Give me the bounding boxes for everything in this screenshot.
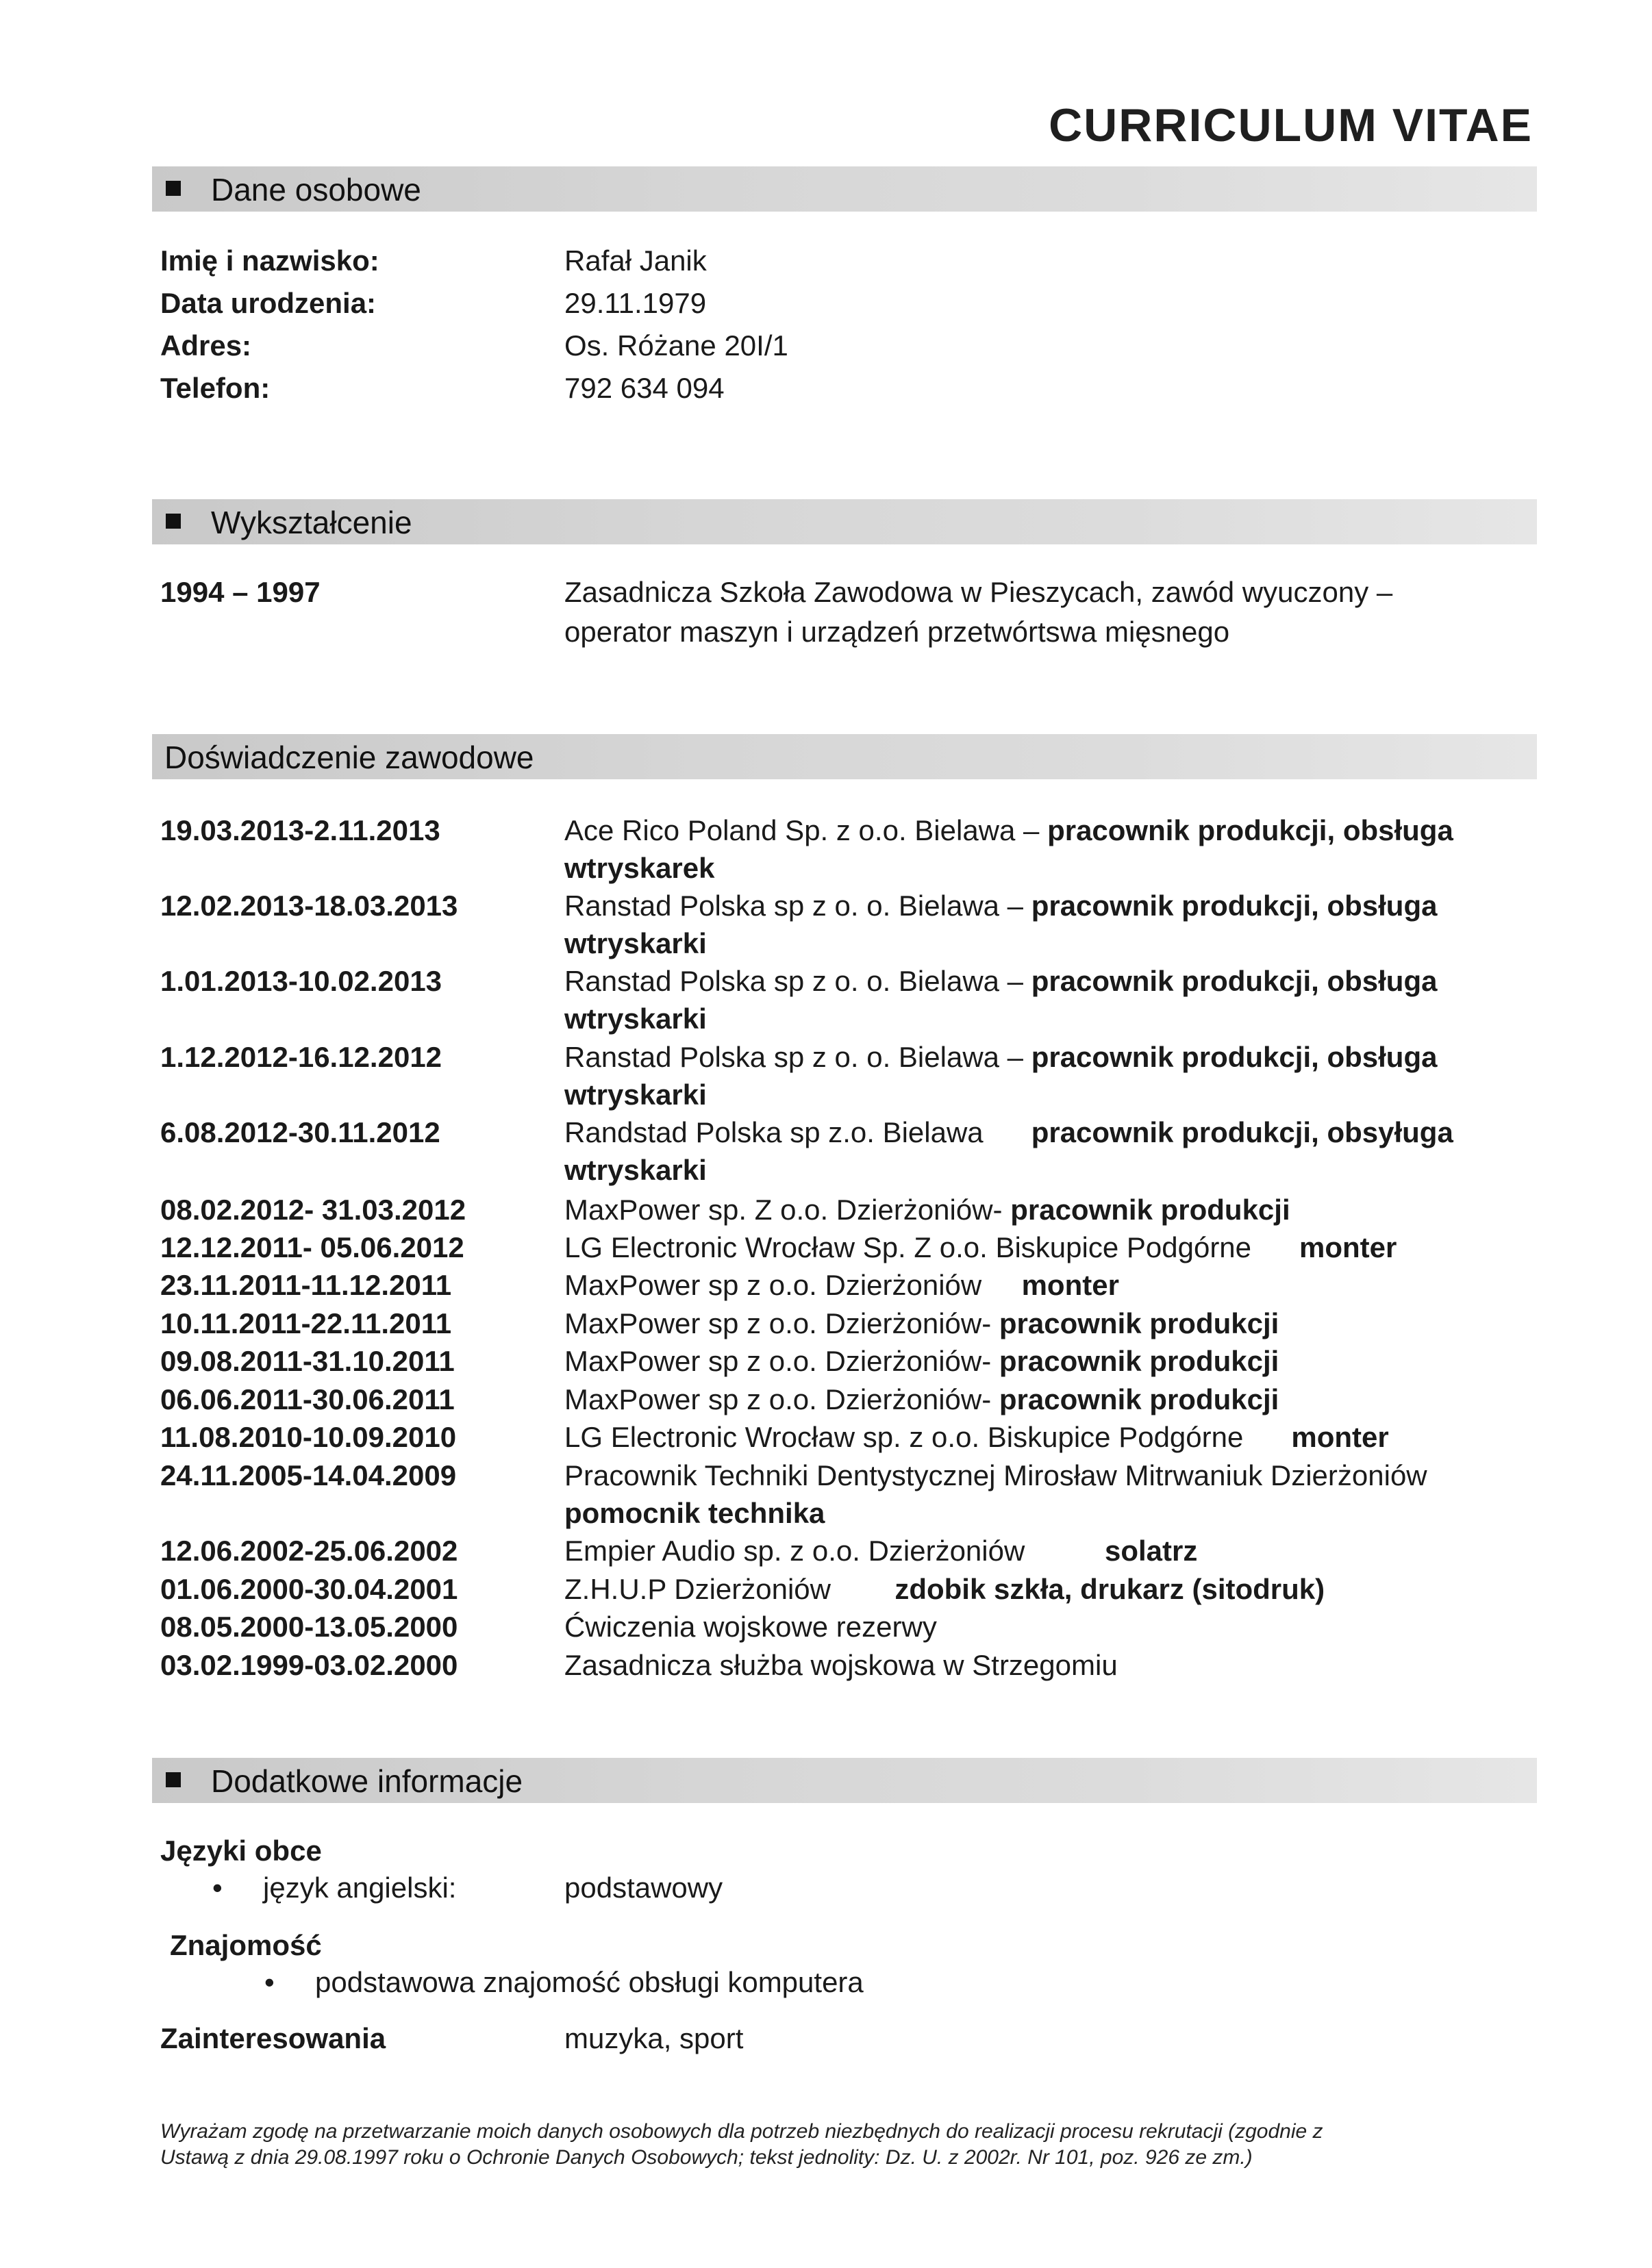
experience-company: LG Electronic Wrocław Sp. Z o.o. Biskupice Podgórne <box>564 1231 1300 1263</box>
section-header-experience <box>152 734 1537 779</box>
section-header-education <box>152 499 1537 544</box>
experience-dates: 10.11.2011-22.11.2011 <box>160 1307 452 1339</box>
education-period: 1994 – 1997 <box>160 576 321 608</box>
experience-company: Zasadnicza służba wojskowa w Strzegomiu <box>564 1649 1118 1681</box>
experience-role: pracownik produkcji, obsługa <box>1031 965 1438 997</box>
bullet-dot-icon: • <box>212 1872 223 1904</box>
experience-role: pracownik produkcji, obsyługa <box>1031 1116 1453 1148</box>
interests-value: muzyka, sport <box>564 2022 744 2054</box>
experience-description <box>564 1609 937 1646</box>
section-title: Wykształcenie <box>211 505 412 540</box>
experience-role: monter <box>1291 1421 1389 1453</box>
section-title: Doświadczenie zawodowe <box>164 740 534 775</box>
experience-company: Ćwiczenia wojskowe rezerwy <box>564 1611 937 1643</box>
field-value-name: Rafał Janik <box>564 244 707 277</box>
experience-role: pracownik produkcji, obsługa <box>1031 890 1438 922</box>
experience-description <box>564 1267 1119 1304</box>
experience-role: pracownik produkcji, obsługa <box>1031 1041 1438 1073</box>
experience-role-continued: wtryskarek <box>564 852 715 884</box>
experience-company: Z.H.U.P Dzierżoniów <box>564 1573 895 1605</box>
experience-dates: 23.11.2011-11.12.2011 <box>160 1269 452 1301</box>
field-value-phone: 792 634 094 <box>564 372 725 404</box>
experience-description <box>564 1229 1397 1266</box>
experience-dates: 06.06.2011-30.06.2011 <box>160 1383 455 1415</box>
experience-dates: 12.12.2011- 05.06.2012 <box>160 1231 464 1263</box>
square-bullet-icon <box>166 514 181 529</box>
section-title: Dodatkowe informacje <box>211 1763 523 1799</box>
consent-clause <box>160 2119 1516 2171</box>
experience-company: MaxPower sp z o.o. Dzierżoniów- <box>564 1345 999 1377</box>
experience-role: zdobik szkła, drukarz (sitodruk) <box>894 1573 1325 1605</box>
section-header-personal <box>152 166 1537 212</box>
experience-description <box>564 887 1437 924</box>
experience-company: MaxPower sp z o.o. Dzierżoniów <box>564 1269 1022 1301</box>
experience-dates: 12.06.2002-25.06.2002 <box>160 1535 458 1567</box>
experience-description <box>564 1305 1279 1342</box>
experience-company: Randstad Polska sp z.o. Bielawa <box>564 1116 1031 1148</box>
experience-role-continued: wtryskarki <box>564 927 707 959</box>
experience-description <box>564 1647 1118 1684</box>
languages-label: Języki obce <box>160 1835 322 1867</box>
experience-company: Empier Audio sp. z o.o. Dzierżoniów <box>564 1535 1105 1567</box>
language-level: podstawowy <box>564 1872 723 1904</box>
experience-description <box>564 1381 1279 1418</box>
experience-description <box>564 1419 1389 1456</box>
experience-company: Ace Rico Poland Sp. z o.o. Bielawa – <box>564 814 1048 846</box>
experience-dates: 09.08.2011-31.10.2011 <box>160 1345 455 1377</box>
experience-role: monter <box>1299 1231 1397 1263</box>
experience-description <box>564 1457 1427 1494</box>
experience-dates: 08.02.2012- 31.03.2012 <box>160 1194 466 1226</box>
knowledge-item: podstawowa znajomość obsługi komputera <box>315 1966 864 1998</box>
bullet-dot-icon: • <box>264 1966 275 1998</box>
experience-role: pracownik produkcji <box>999 1383 1279 1415</box>
field-label-phone: Telefon: <box>160 372 271 404</box>
field-label-birthdate: Data urodzenia: <box>160 287 377 319</box>
education-description-line1: Zasadnicza Szkoła Zawodowa w Pieszycach, zawód wyuczony – <box>564 576 1393 608</box>
square-bullet-icon <box>166 1772 181 1787</box>
experience-description <box>564 1533 1197 1570</box>
experience-company: MaxPower sp z o.o. Dzierżoniów- <box>564 1307 999 1339</box>
experience-dates: 1.01.2013-10.02.2013 <box>160 965 442 997</box>
experience-role: monter <box>1021 1269 1119 1301</box>
language-name: język angielski: <box>263 1872 457 1904</box>
knowledge-label: Znajomość <box>170 1929 322 1961</box>
experience-role: solatrz <box>1105 1535 1198 1567</box>
field-value-address: Os. Różane 20I/1 <box>564 329 788 362</box>
interests-label: Zainteresowania <box>160 2022 386 2054</box>
experience-dates: 6.08.2012-30.11.2012 <box>160 1116 440 1148</box>
experience-company: MaxPower sp. Z o.o. Dzierżoniów- <box>564 1194 1011 1226</box>
consent-line-2: Ustawą z dnia 29.08.1997 roku o Ochronie Danych Osobowych; tekst jednolity: Dz. U. z 2002r. Nr 101, poz. 926 ze zm.) <box>160 2146 1253 2169</box>
experience-description <box>564 1114 1453 1151</box>
experience-description <box>564 812 1453 849</box>
field-label-address: Adres: <box>160 329 252 362</box>
experience-dates: 12.02.2013-18.03.2013 <box>160 890 458 922</box>
experience-company: Ranstad Polska sp z o. o. Bielawa – <box>564 1041 1031 1073</box>
experience-description <box>564 1343 1279 1380</box>
experience-company: Pracownik Techniki Dentystycznej Mirosław Mitrwaniuk Dzierżoniów <box>564 1459 1427 1491</box>
experience-role-continued: wtryskarki <box>564 1079 707 1111</box>
experience-role: pracownik produkcji, obsługa <box>1047 814 1453 846</box>
experience-role-continued: wtryskarki <box>564 1154 707 1186</box>
field-label-name: Imię i nazwisko: <box>160 244 379 277</box>
experience-company: Ranstad Polska sp z o. o. Bielawa – <box>564 890 1031 922</box>
experience-dates: 01.06.2000-30.04.2001 <box>160 1573 458 1605</box>
experience-description <box>564 1039 1437 1076</box>
experience-role-continued: pomocnik technika <box>564 1497 825 1529</box>
experience-dates: 24.11.2005-14.04.2009 <box>160 1459 457 1491</box>
experience-role: pracownik produkcji <box>999 1345 1279 1377</box>
experience-description <box>564 963 1437 1000</box>
experience-dates: 19.03.2013-2.11.2013 <box>160 814 440 846</box>
section-header-additional <box>152 1758 1537 1803</box>
experience-dates: 03.02.1999-03.02.2000 <box>160 1649 458 1681</box>
experience-role: pracownik produkcji <box>1010 1194 1290 1226</box>
experience-company: MaxPower sp z o.o. Dzierżoniów- <box>564 1383 999 1415</box>
experience-dates: 11.08.2010-10.09.2010 <box>160 1421 457 1453</box>
experience-company: Ranstad Polska sp z o. o. Bielawa – <box>564 965 1031 997</box>
experience-company: LG Electronic Wrocław sp. z o.o. Biskupice Podgórne <box>564 1421 1292 1453</box>
experience-description <box>564 1192 1290 1228</box>
section-title: Dane osobowe <box>211 172 421 207</box>
experience-dates: 08.05.2000-13.05.2000 <box>160 1611 458 1643</box>
square-bullet-icon <box>166 181 181 196</box>
experience-role: pracownik produkcji <box>999 1307 1279 1339</box>
experience-description <box>564 1571 1325 1608</box>
experience-dates: 1.12.2012-16.12.2012 <box>160 1041 442 1073</box>
education-description-line2: operator maszyn i urządzeń przetwórtswa mięsnego <box>564 616 1230 648</box>
consent-line-1: Wyrażam zgodę na przetwarzanie moich danych osobowych dla potrzeb niezbędnych do realizacji procesu rekrutacji (zgodnie z <box>160 2120 1323 2143</box>
field-value-birthdate: 29.11.1979 <box>564 287 707 319</box>
document-title: CURRICULUM VITAE <box>1049 99 1533 151</box>
experience-role-continued: wtryskarki <box>564 1003 707 1035</box>
